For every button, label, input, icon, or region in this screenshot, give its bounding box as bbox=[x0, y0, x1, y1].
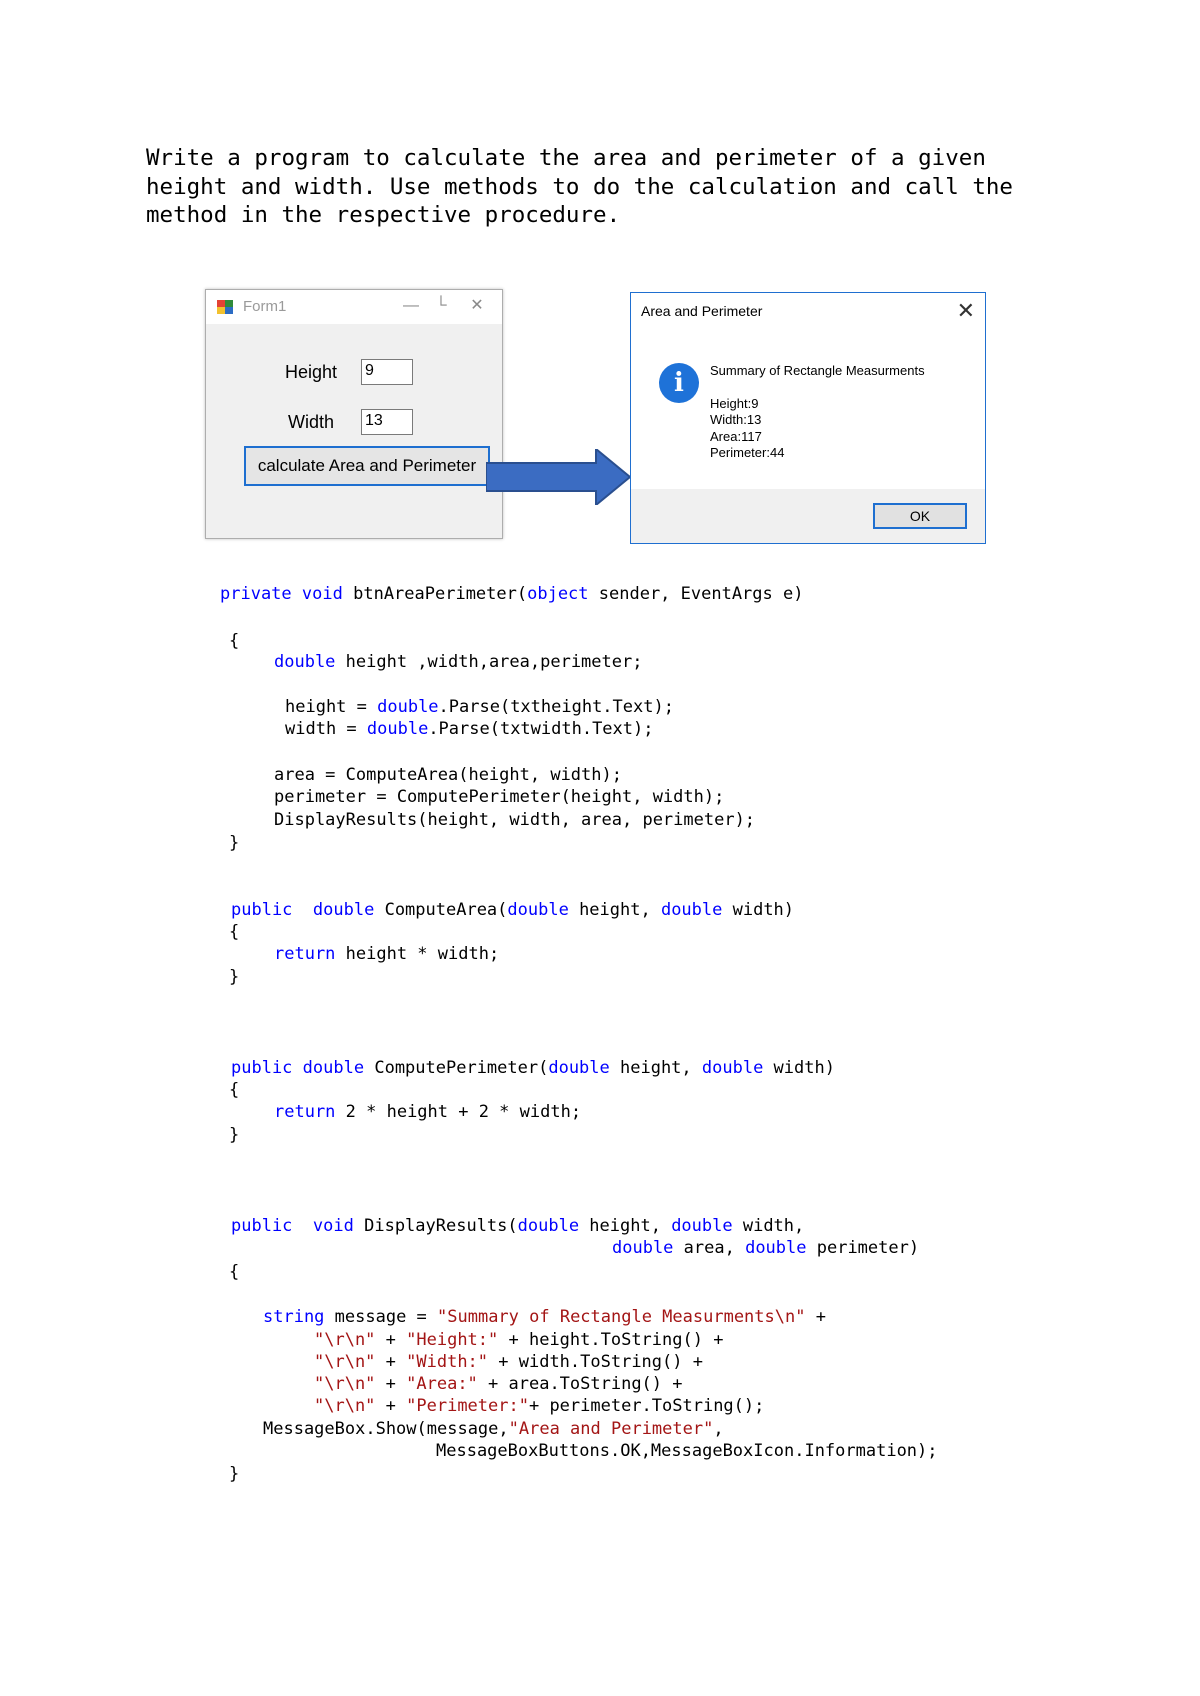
code-line: DisplayResults(height, width, area, perimeter); bbox=[274, 810, 756, 830]
code-line: { bbox=[229, 922, 240, 942]
code-line: "\r\n" + "Height:" + height.ToString() + bbox=[314, 1330, 724, 1350]
width-input[interactable]: 13 bbox=[361, 409, 413, 435]
code-line: } bbox=[229, 833, 240, 853]
code-line: MessageBox.Show(message,"Area and Perimeter", bbox=[263, 1419, 724, 1439]
height-label: Height bbox=[285, 362, 338, 382]
code-line: "\r\n" + "Area:" + area.ToString() + bbox=[314, 1374, 683, 1394]
code-line: } bbox=[229, 967, 240, 987]
code-line: area = ComputeArea(height, width); bbox=[274, 765, 622, 785]
instructions-line: method in the respective procedure. bbox=[146, 202, 621, 228]
ok-button[interactable]: OK bbox=[873, 503, 967, 529]
message-area: Area:117 bbox=[710, 428, 762, 444]
code-line: } bbox=[229, 1125, 240, 1145]
code-line: return height * width; bbox=[274, 944, 500, 964]
code-line: } bbox=[229, 1464, 240, 1484]
code-line: { bbox=[229, 1262, 240, 1282]
code-line: public double ComputeArea(double height, double width) bbox=[231, 900, 795, 920]
message-summary: Summary of Rectangle Measurments bbox=[710, 363, 925, 378]
right-arrow-icon bbox=[486, 449, 632, 505]
code-line: MessageBoxButtons.OK,MessageBoxIcon.Information); bbox=[436, 1441, 938, 1461]
code-line: perimeter = ComputePerimeter(height, width); bbox=[274, 787, 725, 807]
messagebox-message bbox=[710, 363, 925, 462]
instructions-paragraph bbox=[146, 144, 1046, 230]
close-icon[interactable]: ✕ bbox=[470, 297, 484, 314]
code-line: public void DisplayResults(double height, double width, bbox=[231, 1216, 805, 1236]
message-width: Width:13 bbox=[710, 412, 762, 427]
code-line: double area, double perimeter) bbox=[612, 1238, 920, 1258]
code-line: "\r\n" + "Perimeter:"+ perimeter.ToString(); bbox=[314, 1396, 765, 1416]
messagebox-title: Area and Perimeter bbox=[641, 303, 763, 319]
code-line: public double ComputePerimeter(double height, double width) bbox=[231, 1058, 835, 1078]
message-height: Height:9 bbox=[710, 395, 759, 411]
calculate-button[interactable]: calculate Area and Perimeter bbox=[244, 446, 490, 486]
information-icon: i bbox=[659, 363, 699, 403]
instructions-line: Write a program to calculate the area and perimeter of a given bbox=[146, 145, 986, 171]
code-line: height = double.Parse(txtheight.Text); bbox=[285, 697, 674, 717]
form1-window bbox=[205, 289, 503, 539]
app-icon bbox=[217, 300, 233, 314]
instructions-line: height and width. Use methods to do the calculation and call the bbox=[146, 173, 1013, 200]
minimize-icon[interactable]: — bbox=[403, 297, 419, 314]
height-input[interactable]: 9 bbox=[361, 359, 413, 385]
code-line: return 2 * height + 2 * width; bbox=[274, 1102, 582, 1122]
code-line: string message = "Summary of Rectangle Measurments\n" + bbox=[263, 1307, 826, 1327]
code-line: private void btnAreaPerimeter(object sender, EventArgs e) bbox=[220, 584, 804, 604]
code-line: width = double.Parse(txtwidth.Text); bbox=[285, 719, 654, 739]
maximize-icon[interactable]: └ bbox=[435, 297, 447, 314]
code-line: double height ,width,area,perimeter; bbox=[274, 652, 643, 672]
width-label: Width bbox=[288, 412, 335, 432]
code-line: { bbox=[229, 1080, 240, 1100]
form1-title: Form1 bbox=[243, 298, 287, 315]
form1-titlebar bbox=[206, 290, 502, 324]
close-icon[interactable]: ✕ bbox=[956, 298, 975, 323]
message-perimeter: Perimeter:44 bbox=[710, 445, 785, 460]
code-line: { bbox=[229, 631, 240, 651]
code-line: "\r\n" + "Width:" + width.ToString() + bbox=[314, 1352, 703, 1372]
messagebox-dialog bbox=[630, 292, 986, 544]
